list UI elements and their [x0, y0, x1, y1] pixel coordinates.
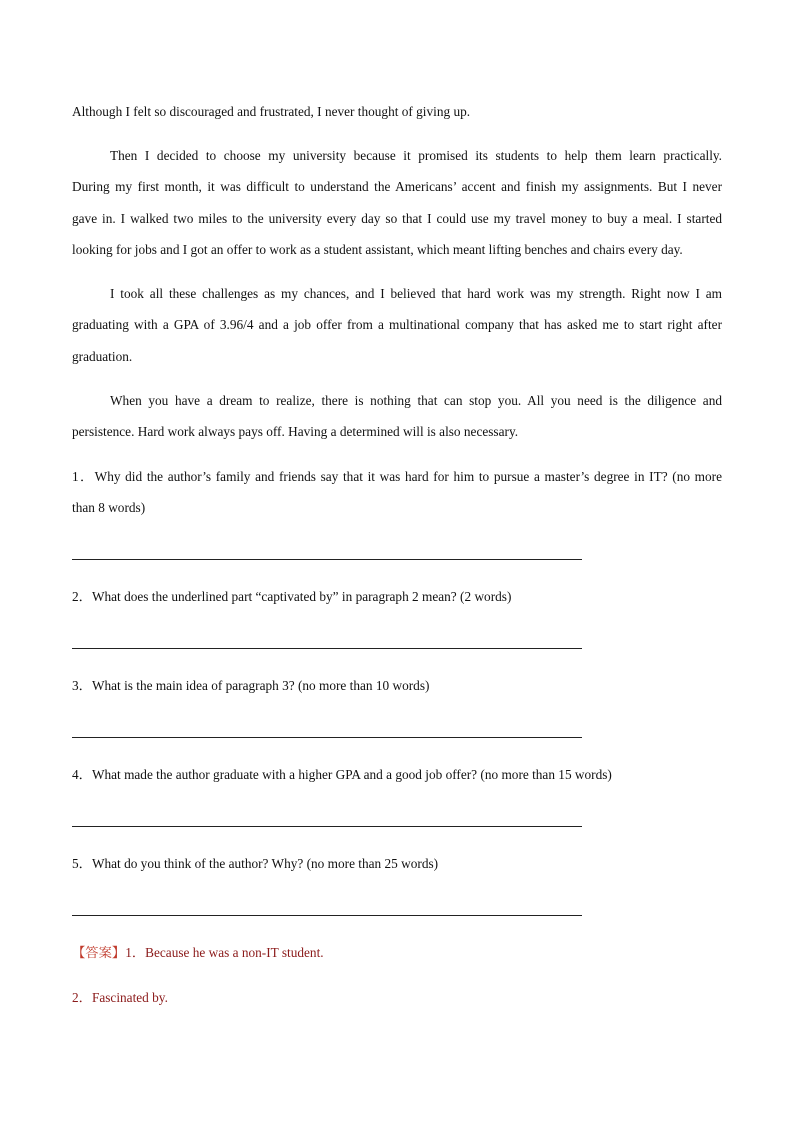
- question-1-line-2: than 8 words): [72, 500, 146, 515]
- question-3: 3．What is the main idea of paragraph 3? (no more than 10 words): [72, 678, 430, 693]
- question-4: 4．What made the author graduate with a higher GPA and a good job offer? (no more than 15 words): [72, 767, 612, 782]
- answer-line-1[interactable]: [72, 559, 582, 560]
- paragraph-3-line-3: graduation.: [72, 349, 133, 364]
- paragraph-4-line-2: persistence. Hard work always pays off. Having a determined will is also necessary.: [72, 424, 519, 439]
- answer-1-text: 1．Because he was a non-IT student.: [125, 945, 324, 960]
- paragraph-2-line-1: Then I decided to choose my university because it promised its students to help them learn practically.: [110, 148, 722, 163]
- answer-2-text: 2．Fascinated by.: [72, 990, 168, 1005]
- answer-line-5[interactable]: [72, 915, 582, 916]
- question-1-line-1: 1．Why did the author’s family and friends say that it was hard for him to pursue a master’s degree in IT? (no more: [72, 469, 722, 484]
- answer-line-2[interactable]: [72, 648, 582, 649]
- answer-tag: 【答案】: [72, 945, 126, 960]
- paragraph-2-line-3: gave in. I walked two miles to the university every day so that I could use my travel money to buy a meal. I started: [72, 211, 722, 226]
- paragraph-3-line-2: graduating with a GPA of 3.96/4 and a job offer from a multinational company that has asked me to start right after: [72, 317, 722, 332]
- paragraph-4-line-1: When you have a dream to realize, there is nothing that can stop you. All you need is the diligence and: [110, 393, 722, 408]
- answer-line-4[interactable]: [72, 826, 582, 827]
- paragraph-1-line-1: Although I felt so discouraged and frustrated, I never thought of giving up.: [72, 104, 471, 119]
- paragraph-2-line-2: During my first month, it was difficult to understand the Americans’ accent and finish my assignments. But I never: [72, 179, 722, 194]
- answer-1-row: [72, 944, 722, 962]
- question-5: 5．What do you think of the author? Why? (no more than 25 words): [72, 856, 439, 871]
- answer-line-3[interactable]: [72, 737, 582, 738]
- question-2: 2．What does the underlined part “captivated by” in paragraph 2 mean? (2 words): [72, 589, 512, 604]
- paragraph-2-line-4: looking for jobs and I got an offer to work as a student assistant, which meant lifting benches and chairs every day.: [72, 242, 683, 257]
- paragraph-3-line-1: I took all these challenges as my chances, and I believed that hard work was my strength. Right now I am: [110, 286, 722, 301]
